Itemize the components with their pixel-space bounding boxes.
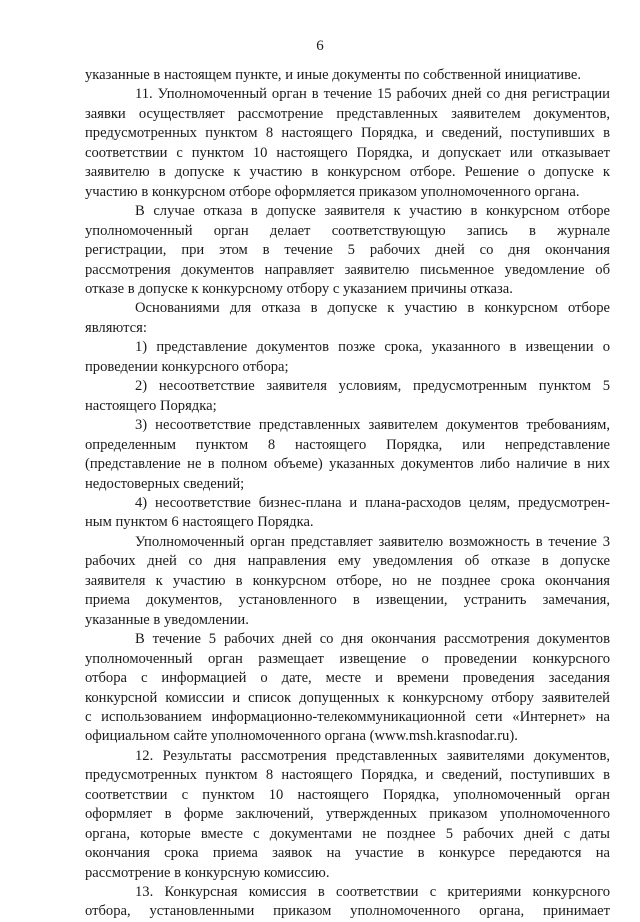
text-line: указанные в уведомлении. [85, 611, 249, 628]
page-number: 6 [316, 38, 324, 54]
text-line: участию в конкурсном отборе оформляется приказом уполномоченного органа. [85, 183, 580, 200]
text-line: рассмотрения документов направляет заявителю письменное уведомление об [85, 261, 610, 278]
text-line: являются: [85, 319, 147, 336]
text-line: заявителю в допуске к участию в конкурсном отборе. Решение о допуске к [85, 164, 610, 181]
text-line: проведении конкурсного отбора; [85, 358, 289, 375]
text-line: недостоверных сведений; [85, 475, 245, 492]
text-line: рабочих дней со дня направления ему уведомления об отказе в допуске [85, 553, 610, 570]
text-line: 12. Результаты рассмотрения представленных заявителями документов, [135, 747, 610, 764]
text-line: 4) несоответствие бизнес-плана и плана-расходов целям, предусмотрен- [135, 494, 610, 511]
text-line: отказе в допуске к конкурсному отбору с указанием причины отказа. [85, 280, 513, 297]
text-line: предусмотренных пунктом 8 настоящего Порядка, и сведений, поступивших в [85, 125, 610, 142]
text-line: органа, которые вместе с документами не позднее 5 рабочих дней с даты [85, 825, 610, 842]
text-line: оформляет в форме заключений, утвержденных приказом уполномоченного [85, 806, 610, 823]
text-line: 3) несоответствие представленных заявителем документов требованиям, [135, 417, 610, 434]
text-line: соответствии с пунктом 10 настоящего Порядка, и допускает или отказывает [85, 144, 610, 161]
text-line: Основаниями для отказа в допуске к участию в конкурсном отборе [135, 300, 610, 317]
text-line: (представление не в полном объеме) указанных документов либо наличие в них [85, 456, 610, 473]
text-line: официальном сайте уполномоченного органа (www.msh.krasnodar.ru). [85, 728, 518, 745]
text-line: 2) несоответствие заявителя условиям, предусмотренным пунктом 5 [135, 378, 610, 395]
text-line: В течение 5 рабочих дней со дня окончания рассмотрения документов [135, 631, 610, 648]
document-body [85, 66, 610, 922]
text-line: заявителя к участию в конкурсном отборе, но не позднее срока окончания [85, 572, 610, 589]
text-line: ным пунктом 6 настоящего Порядка. [85, 514, 314, 531]
text-line: соответствии с пунктом 10 настоящего Порядка, уполномоченный орган [85, 786, 610, 803]
text-line: настоящего Порядка; [85, 397, 217, 414]
text-line: с использованием информационно-телекоммуникационной сети «Интернет» на [85, 708, 610, 725]
text-line: 11. Уполномоченный орган в течение 15 рабочих дней со дня регистрации [135, 86, 610, 103]
text-line: 1) представление документов позже срока, указанного в извещении о [135, 339, 610, 356]
text-line: указанные в настоящем пункте, и иные документы по собственной инициативе. [85, 67, 582, 83]
text-line: В случае отказа в допуске заявителя к участию в конкурсном отборе [135, 203, 610, 220]
text-line: определенным пунктом 8 настоящего Порядка, или непредставление [85, 436, 610, 453]
text-line: отбора с информацией о дате, месте и времени проведения заседания [85, 670, 610, 687]
text-line: уполномоченный орган делает соответствующую запись в журнале [85, 222, 610, 239]
text-line: конкурсной комиссии и список допущенных к конкурсному отбору заявителей [85, 689, 610, 706]
text-line: 13. Конкурсная комиссия в соответствии с критериями конкурсного [135, 884, 610, 901]
text-line: заявки осуществляет рассмотрение представленных заявителем документов, [85, 105, 610, 122]
text-line: рассмотрение в конкурсную комиссию. [85, 864, 330, 881]
text-line: отбора, установленными приказом уполномоченного органа, принимает [85, 903, 610, 920]
text-line: регистрации, при этом в течение 5 рабочих дней со дня окончания [85, 242, 610, 259]
text-line: приема документов, установленного в извещении, устранить замечания, [85, 592, 610, 609]
text-line: предусмотренных пунктом 8 настоящего Порядка, и сведений, поступивших в [85, 767, 610, 784]
text-line: уполномоченный орган размещает извещение о проведении конкурсного [85, 650, 610, 667]
text-line: Уполномоченный орган представляет заявителю возможность в течение 3 [135, 533, 610, 550]
text-line: окончания срока приема заявок на участие в конкурсе передаются на [85, 845, 610, 862]
